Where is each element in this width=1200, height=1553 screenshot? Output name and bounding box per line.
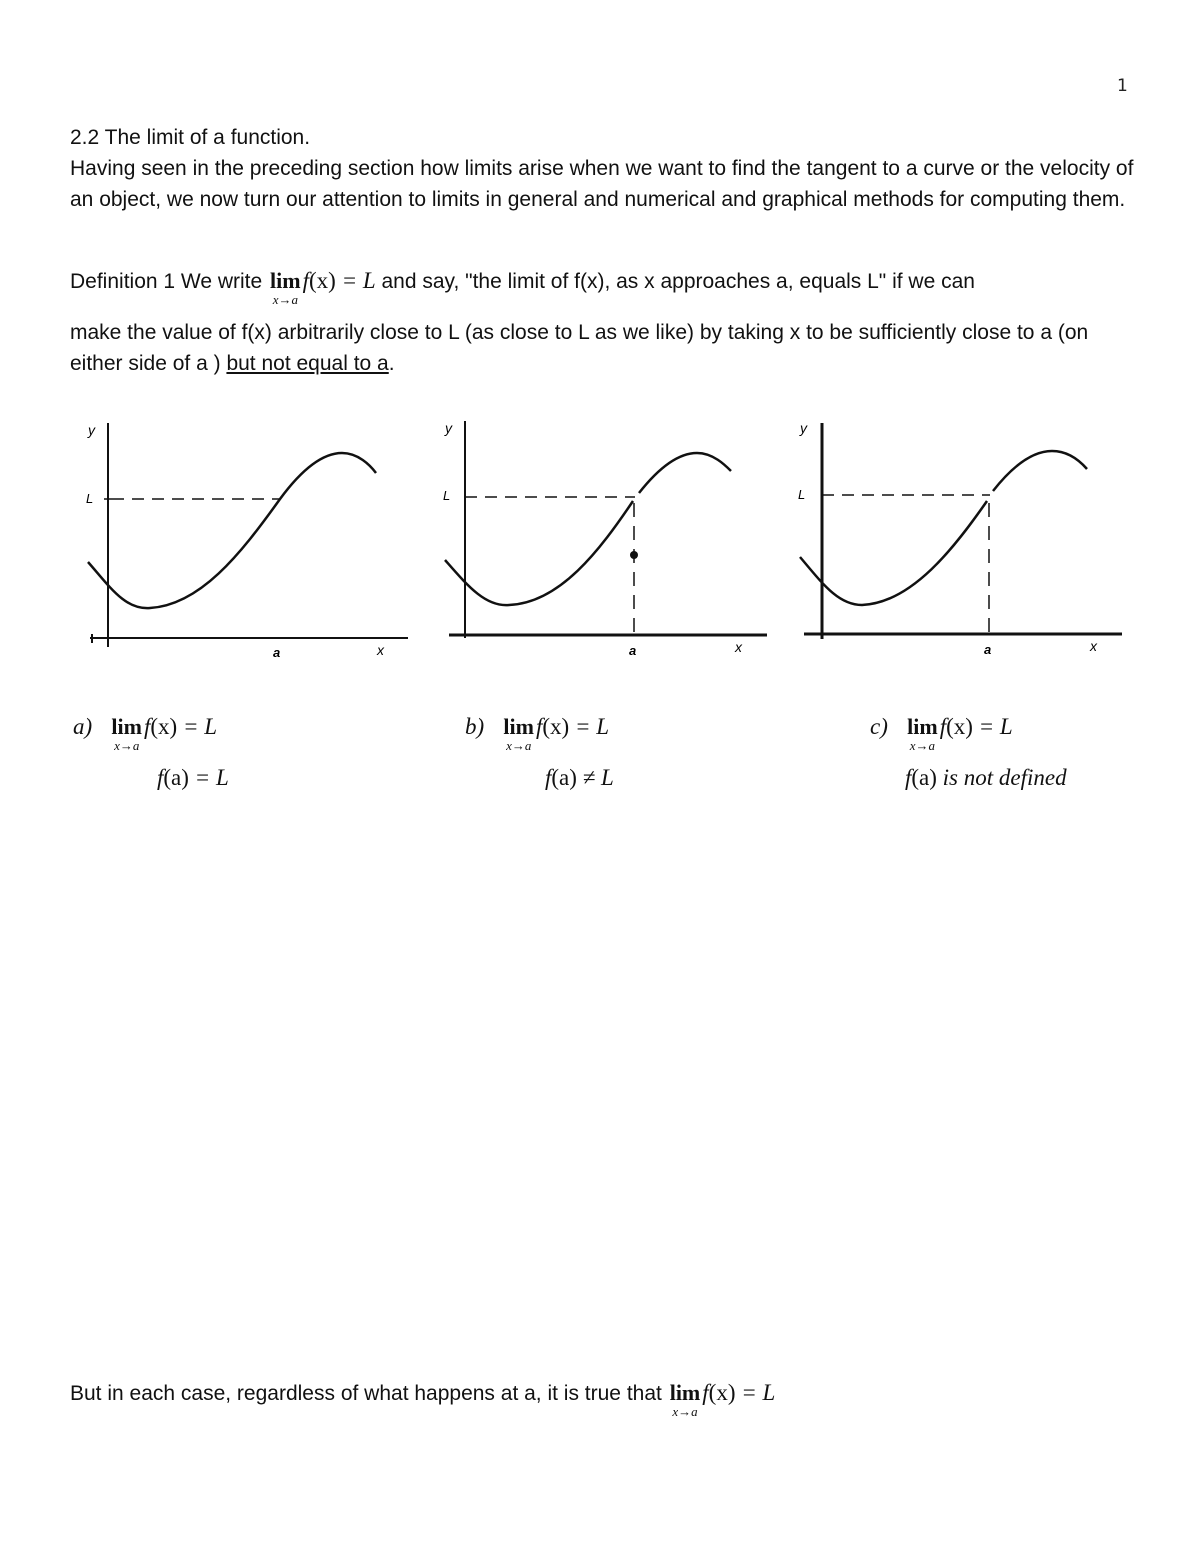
case-a-relation: = L [188,765,229,790]
intro-paragraph: Having seen in the preceding section how limits arise when we want to find the tangent to a curve or the velocity of an object, we now turn our attention to limits in general and numerical and graphical methods for computing them. [70,157,1134,211]
underlined-phrase: but not equal to a [226,352,389,375]
lim-word: lim [907,714,938,739]
lim-subscript: x→a [114,738,140,753]
definition-lead: Definition 1 We write [70,270,263,293]
lim-word: lim [111,714,142,739]
graph-c-x-label: x [1090,638,1097,654]
conclusion-text: But in each case, regardless of what happens at a, it is true that [70,1382,662,1405]
conclusion-lim [669,1380,701,1419]
graph-b-L-label: L [443,488,451,503]
graph-b-x-label: x [735,639,742,655]
lim-subscript: x→a [272,292,298,307]
graph-a [80,415,420,665]
lim-word: lim [270,268,301,293]
case-c-letter: c) [870,714,888,739]
graph-a-x-label: x [377,642,384,658]
function-arg: (x) [708,1380,736,1405]
definition-paragraph [70,317,1140,379]
case-b-f: f [545,765,552,790]
function-arg: (x) [309,268,336,293]
graph-b-y-label: y [445,420,452,436]
case-c-arg: (a) [911,765,937,790]
function-arg: (x) [946,714,973,739]
graph-c-curve [800,451,1087,605]
graph-a-y-label: y [88,422,95,438]
case-b-arg: (a) [551,765,577,790]
graph-b-point-fa [630,551,638,559]
equals-L: = L [177,714,218,739]
conclusion-expression [702,1380,775,1405]
graph-b [435,415,775,665]
lim-subscript: x→a [909,738,936,753]
case-b-lim [503,714,534,753]
equals-L: = L [972,714,1013,739]
case-c-extra: is not defined [936,765,1067,790]
case-c-value [905,765,1067,791]
case-a-value [157,765,229,791]
case-a-letter: a) [73,714,93,739]
case-b-letter: b) [465,714,485,739]
lim-word: lim [503,714,534,739]
graph-a-L-label: L [86,491,94,506]
equals-L: = L [569,714,610,739]
case-a-lim [111,714,142,753]
graph-a-curve [88,453,376,608]
intro-section [70,122,1140,215]
function-f: f [702,1380,709,1405]
graph-c-y-label: y [800,420,807,436]
case-c-f: f [905,765,912,790]
graph-c-a-label: a [984,642,992,657]
case-c-lim [907,714,938,753]
case-b-limit [465,714,610,753]
case-b-relation: ≠ L [576,765,614,790]
function-f: f [535,714,543,739]
definition-tail: and say, "the limit of f(x), as x approaches a, equals L" if we can [381,270,975,293]
definition-body-text: make the value of f(x) arbitrarily close to L (as close to L as we like) by taking x to be sufficiently close to a (on either side of a ) [70,321,1089,375]
lim-word: lim [669,1380,701,1405]
function-arg: (x) [150,714,178,739]
definition-end: . [388,352,395,375]
case-a-arg: (a) [163,765,189,790]
graph-b-a-label: a [629,643,637,658]
graph-a-a-label: a [273,645,281,660]
function-arg: (x) [542,714,570,739]
conclusion-line [70,1380,776,1419]
case-a-limit [73,714,218,753]
lim-subscript: x→a [506,738,532,753]
function-f: f [302,268,309,293]
definition-line [70,268,975,307]
function-f: f [143,714,151,739]
case-a-f: f [157,765,164,790]
case-c-limit [870,714,1013,753]
equals-L: = L [335,268,376,293]
limit-notation [270,268,301,307]
lim-subscript: x→a [672,1404,698,1419]
definition-body [70,317,1140,379]
page-number: 1 [1117,76,1128,96]
equals-L: = L [735,1380,776,1405]
graph-c-L-label: L [798,487,806,502]
graph-b-curve [445,453,731,605]
limit-expression [303,268,376,293]
case-b-value [545,765,614,791]
section-heading: 2.2 The limit of a function. [70,126,311,149]
function-f: f [939,714,947,739]
graph-c [790,415,1130,665]
